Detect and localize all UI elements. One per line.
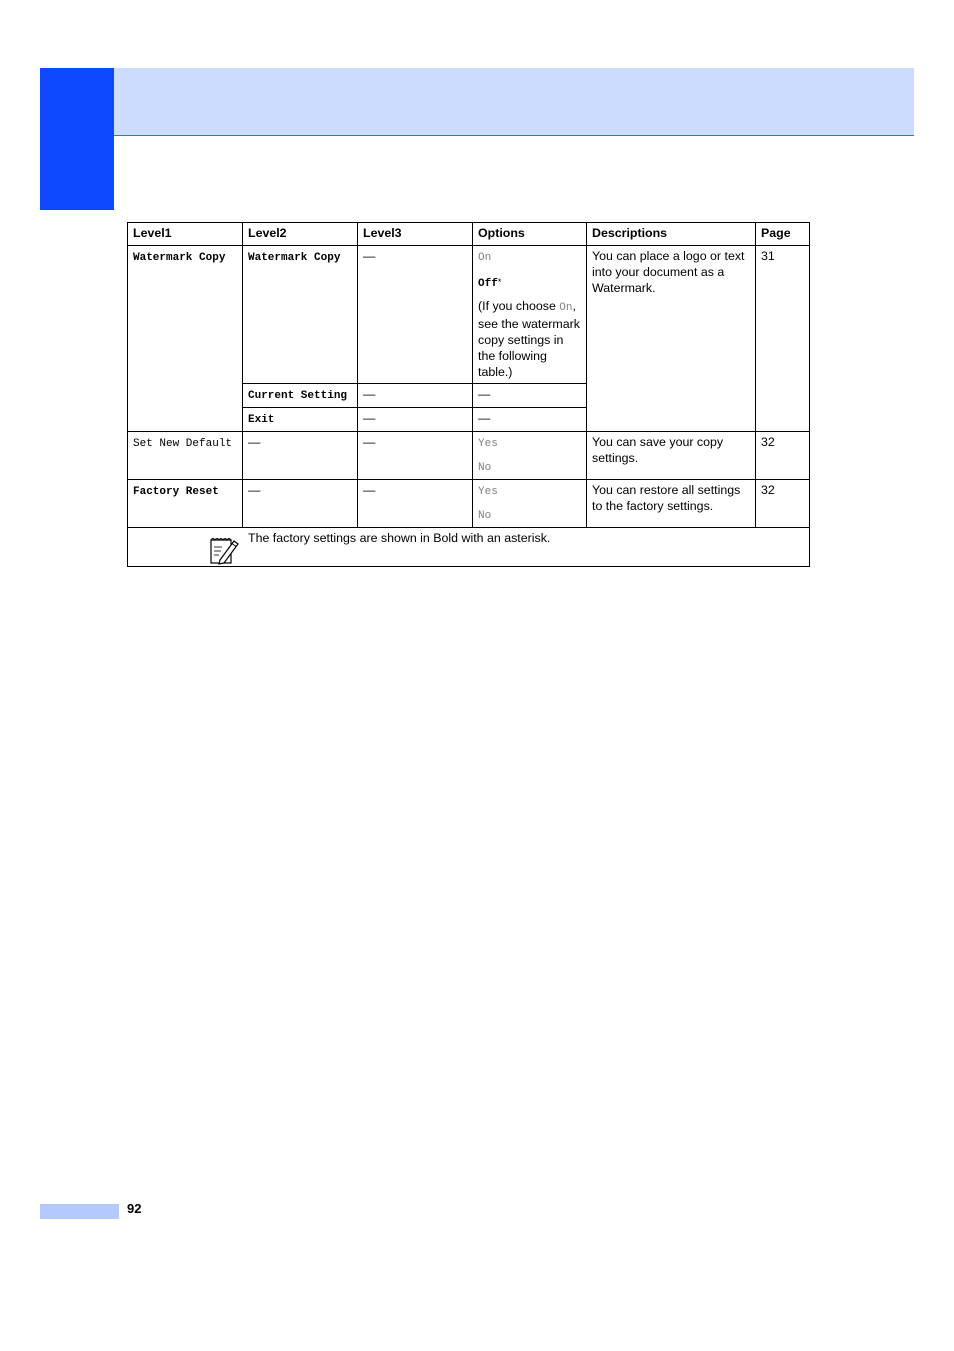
settings-table [127, 222, 810, 567]
level1-label: Factory Reset [133, 486, 219, 498]
note-row [128, 528, 810, 567]
note-text: The factory settings are shown in Bold with an asterisk. [248, 531, 551, 545]
cell-level2 [243, 480, 358, 528]
option-note [478, 298, 581, 380]
table-row [128, 246, 810, 384]
header-descriptions: Descriptions [587, 223, 756, 246]
options-value: — [478, 411, 491, 425]
level2-label: Watermark Copy [248, 252, 341, 264]
cell-page [756, 432, 810, 480]
cell-options [473, 384, 587, 408]
cell-level2 [243, 408, 358, 432]
cell-level2 [243, 384, 358, 408]
cell-description [587, 432, 756, 480]
note-pencil-icon [209, 535, 239, 565]
level3-value: — [363, 411, 376, 425]
options-value: — [478, 387, 491, 401]
level3-value: — [363, 483, 376, 497]
default-asterisk: * [497, 277, 502, 287]
cell-level1 [128, 432, 243, 480]
option-off: Off [478, 278, 498, 290]
cell-options [473, 408, 587, 432]
cell-level3 [358, 246, 473, 384]
cell-level3 [358, 432, 473, 480]
header-options: Options [473, 223, 587, 246]
cell-level3 [358, 408, 473, 432]
cell-level3 [358, 480, 473, 528]
table-row [128, 480, 810, 528]
header-level2: Level2 [243, 223, 358, 246]
chapter-tab [40, 68, 114, 210]
cell-description [587, 480, 756, 528]
level2-label: Exit [248, 414, 275, 426]
description-text: You can place a logo or text into your document as a Watermark. [592, 249, 745, 295]
level2-value: — [248, 483, 261, 497]
option-off-default [478, 274, 581, 290]
page-ref: 32 [761, 483, 775, 497]
cell-level1 [128, 480, 243, 528]
level3-value: — [363, 387, 376, 401]
level3-value: — [363, 435, 376, 449]
cell-page [756, 246, 810, 432]
header-level3: Level3 [358, 223, 473, 246]
description-text: You can restore all settings to the factory settings. [592, 483, 741, 513]
cell-options [473, 432, 587, 480]
cell-level3 [358, 384, 473, 408]
option-yes: Yes [478, 486, 498, 498]
note-option-on: On [559, 302, 573, 314]
header-page: Page [756, 223, 810, 246]
header-band [114, 68, 914, 136]
level1-label: Set New Default [133, 438, 233, 450]
level1-label: Watermark Copy [133, 252, 226, 264]
cell-options [473, 246, 587, 384]
note-text-end: , see the watermark copy settings in the following table.) [478, 299, 580, 379]
option-no: No [478, 510, 492, 522]
cell-level1 [128, 246, 243, 432]
page-number: 92 [127, 1201, 142, 1216]
option-no: No [478, 462, 492, 474]
header-level1: Level1 [128, 223, 243, 246]
page-ref: 32 [761, 435, 775, 449]
option-on: On [478, 252, 492, 264]
cell-page [756, 480, 810, 528]
level2-value: — [248, 435, 261, 449]
description-text: You can save your copy settings. [592, 435, 724, 465]
option-yes: Yes [478, 438, 498, 450]
cell-level2 [243, 432, 358, 480]
level3-value: — [363, 249, 376, 263]
page-number-bar [40, 1204, 119, 1219]
table-row [128, 432, 810, 480]
note-cell [128, 528, 810, 567]
note-text-start: (If you choose [478, 299, 560, 313]
cell-options [473, 480, 587, 528]
cell-description [587, 246, 756, 432]
page-ref: 31 [761, 249, 775, 263]
level2-label: Current Setting [248, 390, 348, 402]
cell-level2 [243, 246, 358, 384]
table-header-row [128, 223, 810, 246]
